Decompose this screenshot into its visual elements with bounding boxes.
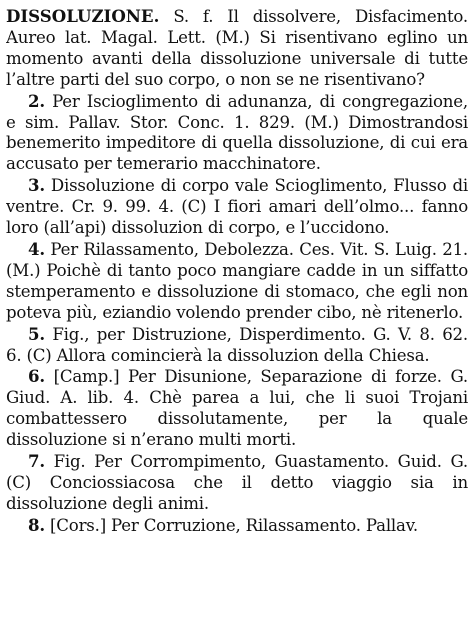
- sense-text: [Cors.] Per Corruzione, Rilassamento. Pallav.: [44, 515, 419, 535]
- definition-intro: S. f. Il dissolvere, Disfacimento. Aureo lat. Magal. Lett. (M.) Si risentivano eglino un momento avanti della dissoluzione universale di tutte l’altre parti del suo corpo, o non se ne risentivano?: [6, 7, 468, 89]
- sense-number: 6.: [28, 366, 45, 387]
- sense-text: [Camp.] Per Disunione, Separazione di forze. G. Giud. A. lib. 4. Chè parea a lui, che li suoi Trojani combattessero dissolutamente, per la quale dissoluzione si n’erano multi morti.: [6, 367, 468, 450]
- sense-number: 5.: [28, 323, 45, 344]
- sense-7: [6, 451, 468, 515]
- sense-text: Per Iscioglimento di adunanza, di congregazione, e sim. Pallav. Stor. Conc. 1. 829. (M.) Dimostrandosi benemerito impeditore di quella dissoluzione, di cui era accusato per temerario macchinatore.: [6, 91, 468, 174]
- sense-number: 7.: [28, 451, 45, 472]
- sense-8: [6, 515, 468, 537]
- sense-number: 8.: [28, 514, 45, 535]
- sense-text: Fig. Per Corrompimento, Guastamento. Guid. G. (C) Conciossiacosa che il detto viaggio sia in dissoluzione degli animi.: [6, 452, 468, 513]
- headword: DISSOLUZIONE.: [6, 6, 160, 26]
- sense-3: [6, 175, 468, 239]
- entry-definition: [6, 6, 468, 91]
- sense-text: Fig., per Distruzione, Disperdimento. G. V. 8. 62. 6. (C) Allora comincierà la dissoluzion della Chiesa.: [6, 324, 468, 365]
- sense-5: [6, 324, 468, 367]
- sense-4: [6, 239, 468, 324]
- sense-number: 2.: [28, 90, 45, 111]
- sense-text: Per Rilassamento, Debolezza. Ces. Vit. S. Luig. 21. (M.) Poichè di tanto poco mangiare cadde in un siffatto stemperamento e dissoluzione di stomaco, che egli non poteva più, eziandio volendo prender cibo, nè ritenerlo.: [6, 239, 468, 322]
- sense-number: 3.: [28, 175, 45, 196]
- sense-number: 4.: [28, 238, 45, 259]
- sense-6: [6, 366, 468, 451]
- sense-2: [6, 91, 468, 176]
- dictionary-page: [6, 6, 468, 637]
- sense-text: Dissoluzione di corpo vale Scioglimento, Flusso di ventre. Cr. 9. 99. 4. (C) I fiori amari dell’olmo... fanno loro (all’api) dissoluzion di corpo, e l’uccidono.: [6, 176, 468, 238]
